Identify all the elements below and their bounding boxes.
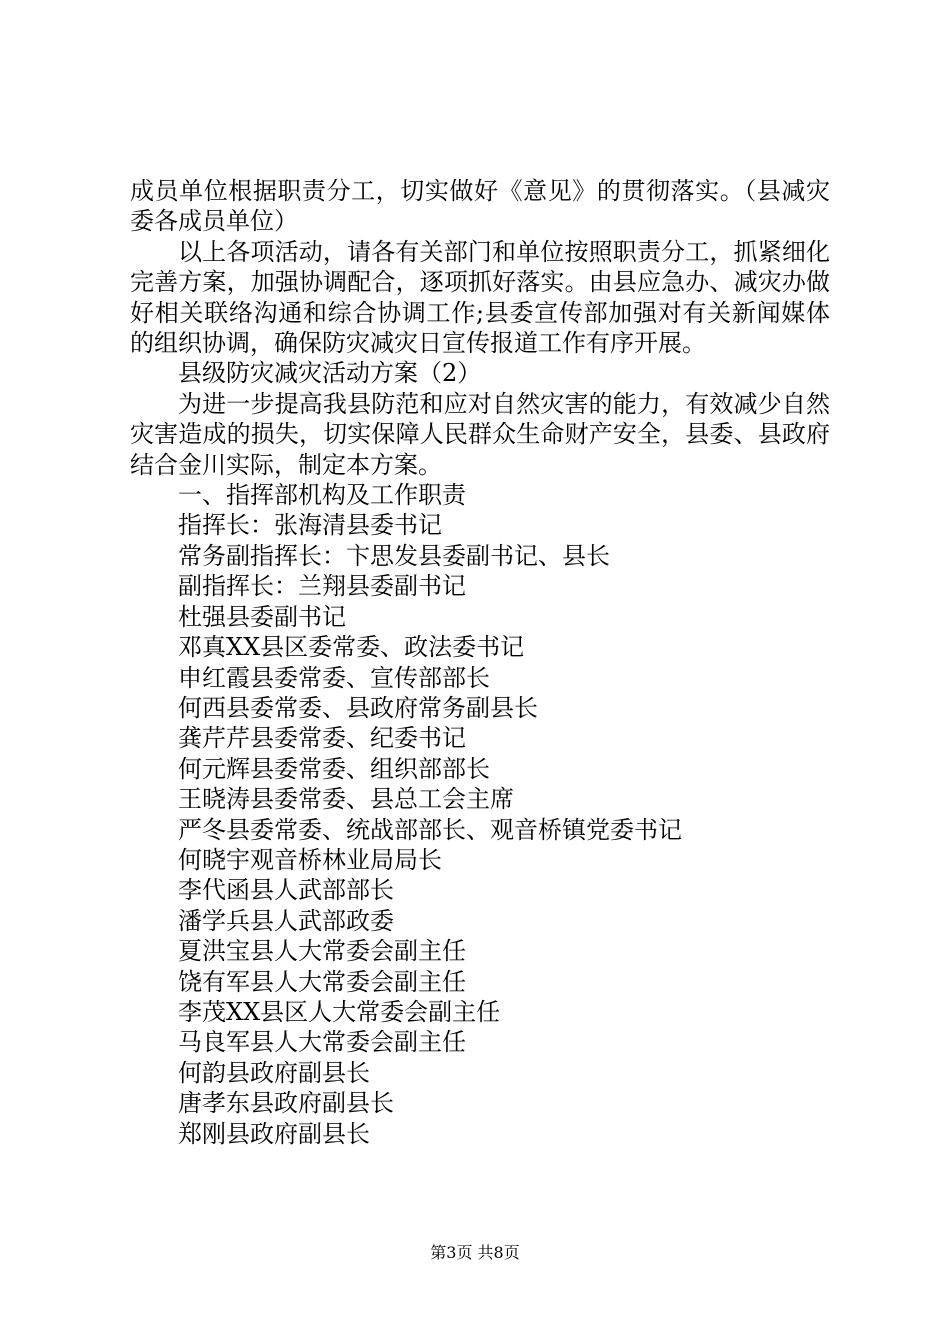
list-item: 何晓宇观音桥林业局局长 (178, 845, 442, 874)
list-item: 饶有军县人大常委会副主任 (178, 967, 466, 996)
paragraph-activities-summary: 以上各项活动，请各有关部门和单位按照职责分工，抓紧细化完善方案，加强协调配合，逐项抓好落实。由县应急办、减灾办做好相关联络沟通和综合协调工作;县委宣传部加强对有关新闻媒体的组织协调，确保防灾减灾日宣传报道工作有序开展。 (130, 237, 830, 358)
list-item: 指挥长：张海清县委书记 (178, 511, 442, 540)
list-item: 何元辉县委常委、组织部部长 (178, 754, 490, 783)
list-item: 杜强县委副书记 (178, 602, 346, 631)
list-item: 申红霞县委常委、宣传部部长 (178, 663, 490, 692)
list-item: 一、指挥部机构及工作职责 (178, 481, 466, 510)
list-item: 唐孝东县政府副县长 (178, 1089, 394, 1118)
section-heading: 县级防灾减灾活动方案（2） (178, 359, 482, 388)
paragraph-plan-purpose: 为进一步提高我县防范和应对自然灾害的能力，有效减少自然灾害造成的损失，切实保障人民群众生命财产安全，县委、县政府结合金川实际，制定本方案。 (130, 389, 830, 479)
list-item: 何西县委常委、县政府常务副县长 (178, 693, 538, 722)
list-item: 常务副指挥长：卞思发县委副书记、县长 (178, 541, 610, 570)
command-roster-list (130, 480, 830, 1149)
list-item: 何韵县政府副县长 (178, 1058, 370, 1087)
paragraph-continuation: 成员单位根据职责分工，切实做好《意见》的贯彻落实。（县减灾委各成员单位） (130, 177, 830, 236)
list-item: 李代函县人武部部长 (178, 876, 394, 905)
list-item: 副指挥长：兰翔县委副书记 (178, 572, 466, 601)
list-item: 潘学兵县人武部政委 (178, 906, 394, 935)
list-item: 李茂XX县区人大常委会副主任 (178, 997, 501, 1026)
list-item: 郑刚县政府副县长 (178, 1119, 370, 1148)
list-item: 夏洪宝县人大常委会副主任 (178, 937, 466, 966)
document-body (130, 176, 830, 1149)
page-number-footer: 第3页 共8页 (430, 1243, 520, 1262)
list-item: 严冬县委常委、统战部部长、观音桥镇党委书记 (178, 815, 682, 844)
list-item: 马良军县人大常委会副主任 (178, 1028, 466, 1057)
list-item: 邓真XX县区委常委、政法委书记 (178, 633, 525, 662)
list-item: 龚芹芹县委常委、纪委书记 (178, 724, 466, 753)
list-item: 王晓涛县委常委、县总工会主席 (178, 785, 514, 814)
